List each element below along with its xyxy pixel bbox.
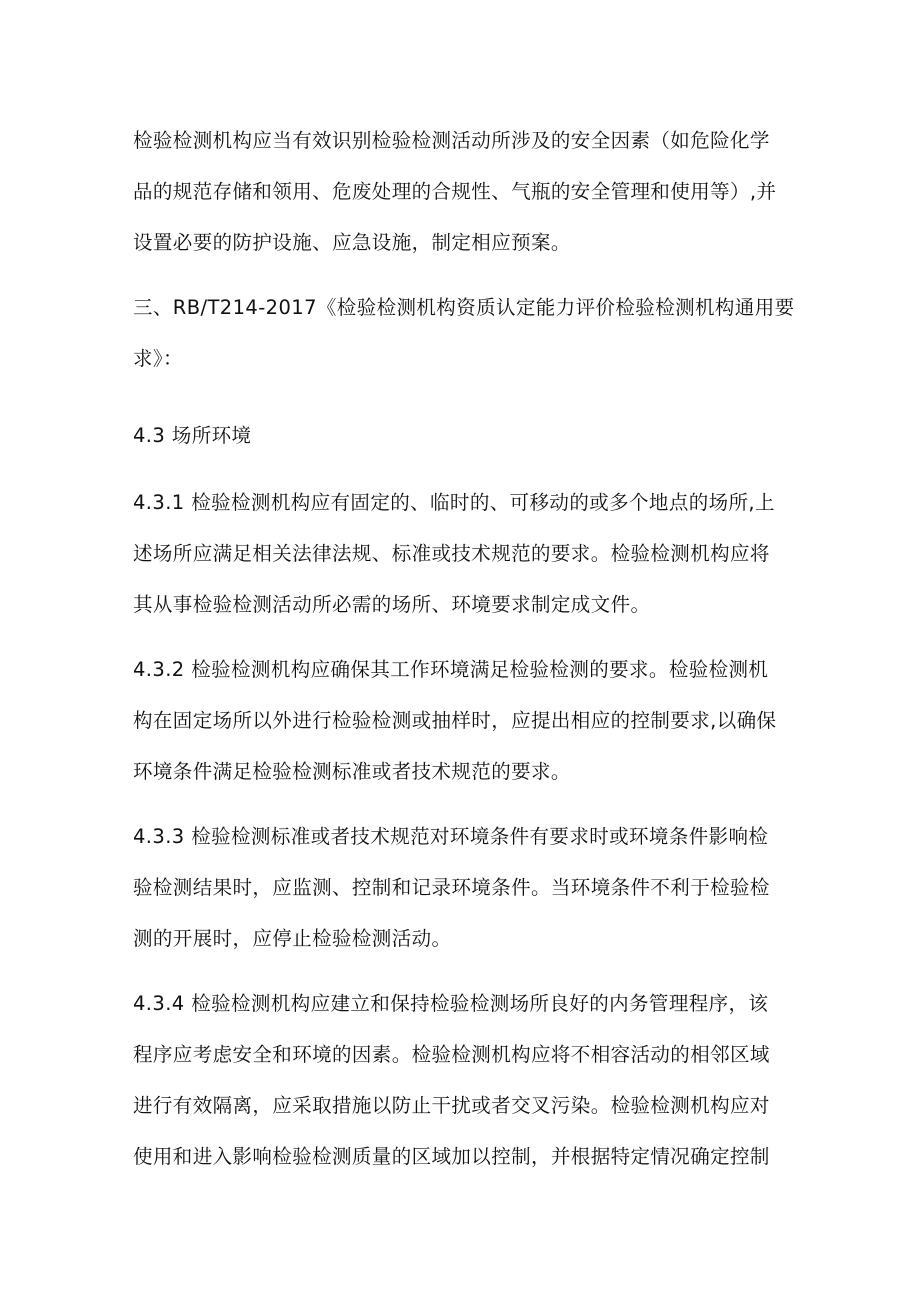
clause-4-3-3 (133, 811, 793, 964)
text-line: 其从事检验检测活动所必需的场所、环境要求制定成文件。 (133, 593, 651, 616)
clause-4-3-2 (133, 644, 793, 797)
text-line: 4.3.2 检验检测机构应确保其工作环境满足检验检测的要求。检验检测机 (133, 658, 769, 681)
text-line: 构在固定场所以外进行检验检测或抽样时，应提出相应的控制要求,以确保 (133, 709, 777, 732)
text-line: 4.3.3 检验检测标准或者技术规范对环境条件有要求时或环境条件影响检 (133, 825, 769, 848)
text-line: 品的规范存储和领用、危废处理的合规性、气瓶的安全管理和使用等）,并 (133, 180, 777, 203)
text-line: 述场所应满足相关法律法规、标准或技术规范的要求。检验检测机构应将 (133, 542, 770, 565)
text-line: 4.3.4 检验检测机构应建立和保持检验检测场所良好的内务管理程序，该 (133, 992, 769, 1015)
text-line: 验检测结果时，应监测、控制和记录环境条件。当环境条件不利于检验检 (133, 876, 770, 899)
text-line: 设置必要的防护设施、应急设施，制定相应预案。 (133, 231, 571, 254)
text-line: 程序应考虑安全和环境的因素。检验检测机构应将不相容活动的相邻区域 (133, 1043, 770, 1066)
paragraph-standard-heading (133, 282, 793, 384)
text-line: 测的开展时，应停止检验检测活动。 (133, 927, 452, 950)
text-line: 三、RB/T214-2017《检验检测机构资质认定能力评价检验检测机构通用要 (133, 296, 795, 319)
clause-4-3-1 (133, 477, 793, 630)
section-title: 4.3 场所环境 (133, 424, 252, 447)
text-line: 使用和进入影响检验检测质量的区域加以控制，并根据特定情况确定控制 (133, 1145, 770, 1168)
text-line: 求》： (133, 347, 183, 370)
text-line: 检验检测机构应当有效识别检验检测活动所涉及的安全因素（如危险化学 (133, 129, 770, 152)
paragraph-safety-factors (133, 115, 793, 268)
text-line: 4.3.1 检验检测机构应有固定的、临时的、可移动的或多个地点的场所,上 (133, 491, 775, 514)
text-line: 进行有效隔离，应采取措施以防止干扰或者交叉污染。检验检测机构应对 (133, 1094, 770, 1117)
clause-4-3-4 (133, 978, 793, 1182)
section-heading-4-3 (133, 410, 793, 461)
text-line: 环境条件满足检验检测标准或者技术规范的要求。 (133, 760, 571, 783)
